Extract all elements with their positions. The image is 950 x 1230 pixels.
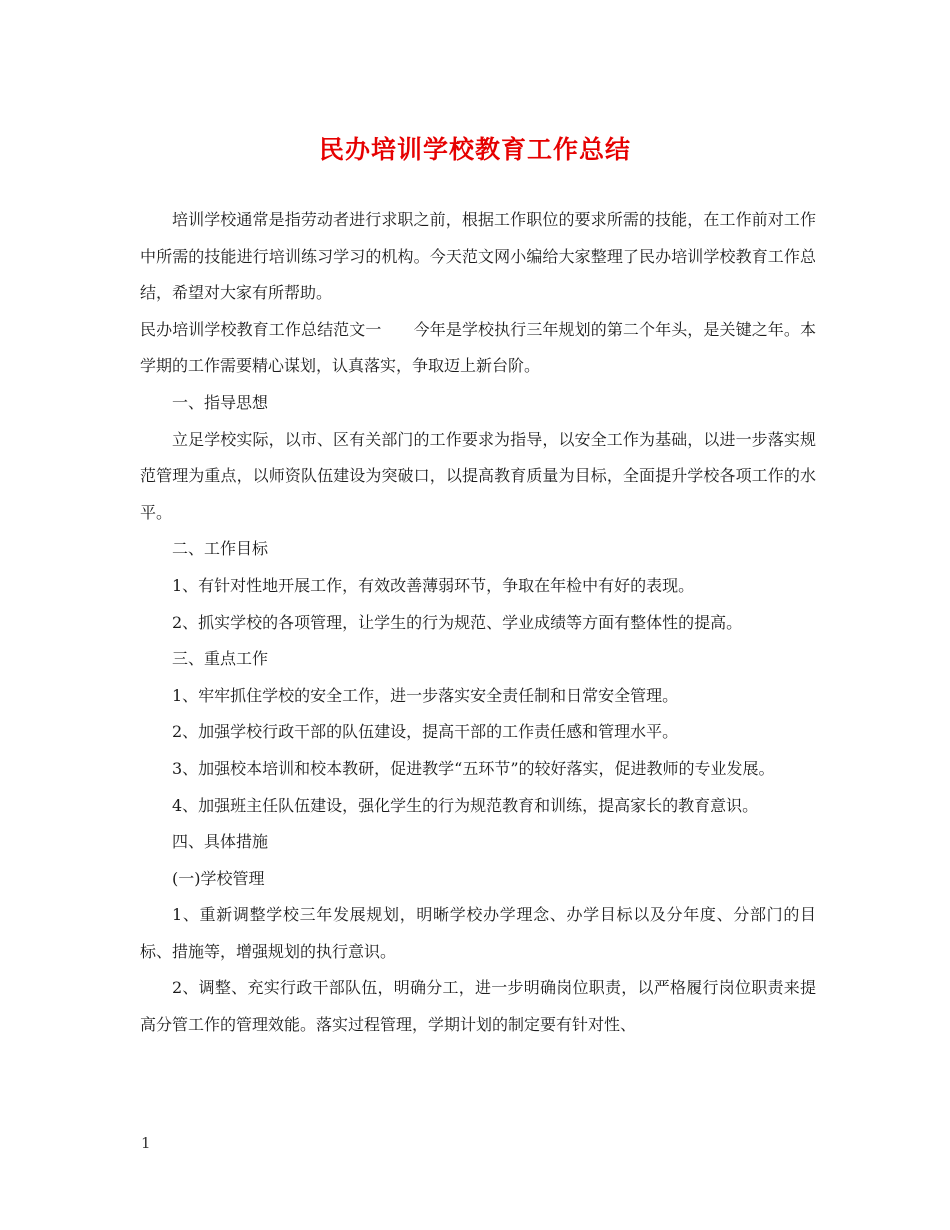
- document-body: [140, 202, 816, 1044]
- paragraph: 民办培训学校教育工作总结范文一 今年是学校执行三年规划的第二个年头，是关键之年。本学期的工作需要精心谋划，认真落实，争取迈上新台阶。: [140, 319, 816, 376]
- document-title: 民办培训学校教育工作总结: [318, 135, 631, 164]
- section-heading: 三、重点工作: [172, 649, 269, 669]
- section-heading: 一、指导思想: [172, 392, 269, 412]
- paragraph: 培训学校通常是指劳动者进行求职之前，根据工作职位的要求所需的技能，在工作前对工作中所需的技能进行培训练习学习的机构。今天范文网小编给大家整理了民办培训学校教育工作总结，希望对大家有所帮助。: [140, 210, 816, 303]
- list-item: 3、加强校本培训和校本教研，促进教学“五环节”的较好落实，促进教师的专业发展。: [172, 758, 775, 778]
- list-item: 1、有针对性地开展工作，有效改善薄弱环节，争取在年检中有好的表现。: [172, 575, 695, 595]
- paragraph: 立足学校实际，以市、区有关部门的工作要求为指导，以安全工作为基础，以进一步落实规范管理为重点，以师资队伍建设为突破口，以提高教育质量为目标，全面提升学校各项工作的水平。: [140, 429, 816, 522]
- list-item: 2、抓实学校的各项管理，让学生的行为规范、学业成绩等方面有整体性的提高。: [172, 612, 743, 632]
- section-heading: 二、工作目标: [172, 539, 269, 559]
- section-heading: 四、具体措施: [172, 832, 269, 852]
- page-number: 1: [141, 1134, 151, 1152]
- list-item: 1、牢牢抓住学校的安全工作，进一步落实安全责任制和日常安全管理。: [172, 685, 679, 705]
- list-item: 2、加强学校行政干部的队伍建设，提高干部的工作责任感和管理水平。: [172, 722, 679, 742]
- list-item: 4、加强班主任队伍建设，强化学生的行为规范教育和训练，提高家长的教育意识。: [172, 795, 759, 815]
- list-item: 2、调整、充实行政干部队伍，明确分工，进一步明确岗位职责，以严格履行岗位职责来提高分管工作的管理效能。落实过程管理，学期计划的制定要有针对性、: [140, 978, 816, 1035]
- subsection-heading: (一)学校管理: [172, 868, 265, 888]
- list-item: 1、重新调整学校三年发展规划，明晰学校办学理念、办学目标以及分年度、分部门的目标、措施等，增强规划的执行意识。: [140, 905, 816, 961]
